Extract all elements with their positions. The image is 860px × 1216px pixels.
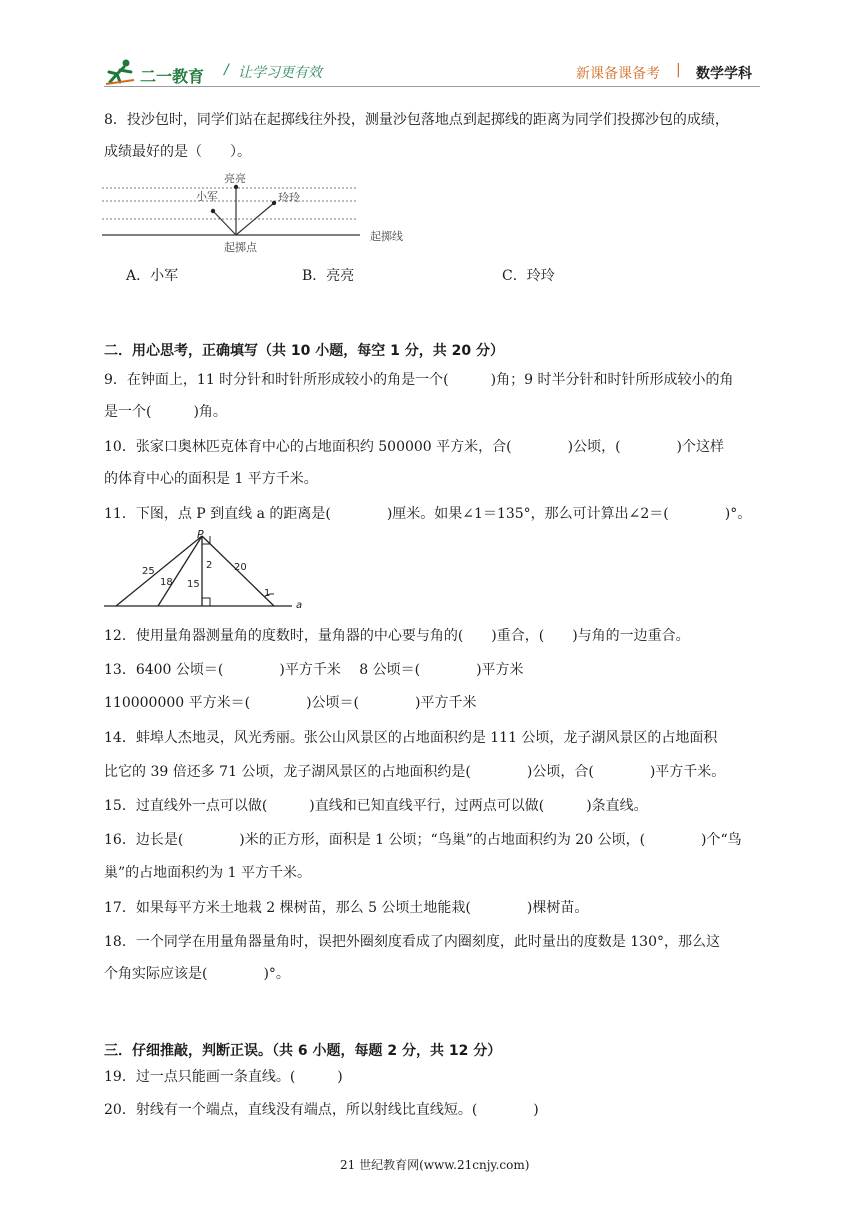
header-right-label: 新课备课备考 (576, 66, 660, 82)
q8-line2: 成绩最好的是（ ）。 (104, 144, 251, 160)
q8-option-a: A．小军 (126, 268, 179, 284)
q8-figure (100, 168, 420, 258)
q11-fig-25: 25 (142, 566, 155, 577)
q15-line1: 15．过直线外一点可以做( )直线和已知直线平行，过两点可以做( )条直线。 (104, 798, 648, 814)
q13-line2: 110000000 平方米＝( )公顷＝( )平方千米 (104, 695, 477, 711)
q18-line1: 18．一个同学在用量角器量角时，误把外圈刻度看成了内圈刻度，此时量出的度数是 130°，那么这 (104, 934, 720, 950)
logo-runner-icon (104, 58, 138, 86)
q8-fig-label-line: 起掷线 (370, 230, 403, 243)
q12-line1: 12．使用量角器测量角的度数时，量角器的中心要与角的( )重合，( )与角的一边重合。 (104, 628, 690, 644)
section3-title: 三．仔细推敲，判断正误。（共 6 小题，每题 2 分，共 12 分） (104, 1043, 502, 1059)
q8-fig-label-right: 玲玲 (278, 191, 300, 204)
q11-line1: 11．下图，点 P 到直线 a 的距离是( )厘米。如果∠1＝135°，那么可计算出∠2＝( )°。 (104, 506, 752, 522)
q11-fig-1: 1 (264, 588, 271, 599)
q14-line2: 比它的 39 倍还多 71 公顷，龙子湖风景区的占地面积约是( )公顷，合( )平方千米。 (104, 764, 726, 780)
q8-line1: 8．投沙包时，同学们站在起掷线往外投，测量沙包落地点到起掷线的距离为同学们投掷沙包的成绩， (104, 112, 729, 128)
q13-line1: 13．6400 公顷＝( )平方千米 8 公顷＝( )平方米 (104, 662, 524, 678)
q16-line2: 巢”的占地面积约为 1 平方千米。 (104, 865, 311, 881)
q8-fig-label-left: 小军 (196, 190, 218, 203)
q20-line1: 20．射线有一个端点，直线没有端点，所以射线比直线短。( ) (104, 1102, 539, 1118)
q14-line1: 14．蚌埠人杰地灵，风光秀丽。张公山风景区的占地面积约是 111 公顷，龙子湖风景区的占地面积 (104, 730, 718, 746)
q11-figure (104, 528, 314, 614)
footer-text: 21 世纪教育网(www.21cnjy.com) (340, 1158, 530, 1172)
q8-option-b: B．亮亮 (302, 268, 355, 284)
q9-line2: 是一个( )角。 (104, 404, 227, 420)
q8-fig-label-top: 亮亮 (224, 172, 246, 185)
q10-line1: 10．张家口奥林匹克体育中心的占地面积约 500000 平方米，合( )公顷，( )个这样 (104, 439, 725, 455)
header-slogan: 让学习更有效 (238, 65, 322, 81)
q11-fig-18: 18 (160, 577, 173, 588)
q8-fig-label-base: 起掷点 (224, 241, 257, 254)
q11-fig-2: 2 (206, 560, 213, 571)
q11-fig-20: 20 (234, 562, 247, 573)
header-subject: 数学学科 (696, 66, 752, 82)
header-divider (104, 86, 760, 87)
header-separator-slash: / (224, 62, 229, 78)
header-separator: | (676, 62, 681, 78)
q11-fig-a: a (296, 600, 303, 611)
q11-fig-15: 15 (187, 579, 200, 590)
q10-line2: 的体育中心的面积是 1 平方千米。 (104, 471, 318, 487)
q18-line2: 个角实际应该是( )°。 (104, 966, 290, 982)
q9-line1: 9．在钟面上，11 时分针和时针所形成较小的角是一个( )角；9 时半分针和时针所形成较小的角 (104, 372, 734, 388)
q11-fig-P: P (197, 528, 204, 541)
q17-line1: 17．如果每平方米土地栽 2 棵树苗，那么 5 公顷土地能栽( )棵树苗。 (104, 900, 589, 916)
q16-line1: 16．边长是( )米的正方形，面积是 1 公顷；“鸟巢”的占地面积约为 20 公顷，( )个“鸟 (104, 832, 742, 848)
logo-text: 二一教育 (140, 67, 205, 86)
section2-title: 二．用心思考，正确填写（共 10 小题，每空 1 分，共 20 分） (104, 343, 504, 359)
q8-option-c: C．玲玲 (502, 268, 555, 284)
q19-line1: 19．过一点只能画一条直线。( ) (104, 1069, 343, 1085)
